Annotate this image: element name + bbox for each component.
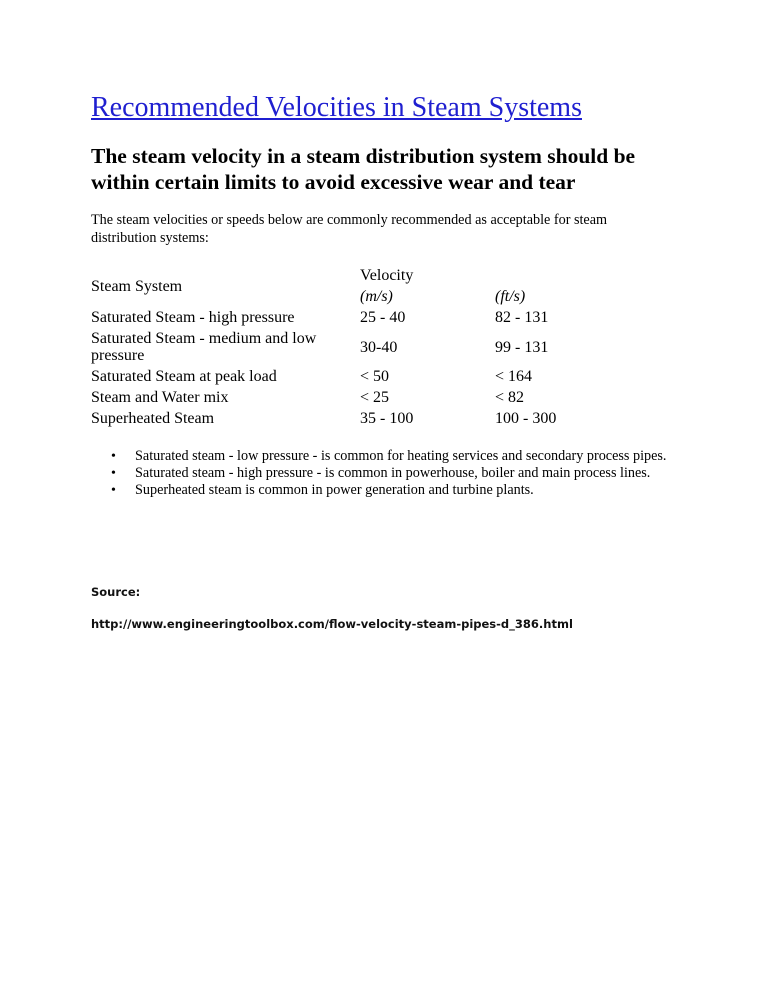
- notes-list: [111, 448, 675, 499]
- list-item: [111, 465, 675, 482]
- list-item-text: Saturated steam - high pressure - is common in powerhouse, boiler and main process lines.: [135, 465, 651, 481]
- source-label: Source:: [91, 585, 141, 599]
- bullet-icon: •: [111, 483, 116, 498]
- table-row-ms: 30-40: [360, 339, 398, 356]
- header-steam-system: Steam System: [91, 278, 183, 295]
- table-row-system: Saturated Steam at peak load: [91, 368, 277, 385]
- page-title[interactable]: Recommended Velocities in Steam Systems: [91, 92, 582, 123]
- table-row-ms: 25 - 40: [360, 309, 406, 326]
- table-row-ms: < 50: [360, 368, 390, 385]
- list-item: [111, 448, 675, 465]
- intro-paragraph: The steam velocities or speeds below are commonly recommended as acceptable for steam distribution systems:: [91, 212, 608, 246]
- source-url-link[interactable]: http://www.engineeringtoolbox.com/flow-velocity-steam-pipes-d_386.html: [91, 617, 573, 631]
- table-row-system: Saturated Steam - high pressure: [91, 309, 295, 326]
- header-unit-fts: (ft/s): [495, 288, 526, 305]
- page-subtitle: The steam velocity in a steam distribution system should be within certain limits to avoid excessive wear and tear: [91, 144, 636, 194]
- table-row-ms: < 25: [360, 389, 390, 406]
- list-item-text: Superheated steam is common in power generation and turbine plants.: [135, 482, 534, 498]
- table-row-ms: 35 - 100: [360, 410, 414, 427]
- bullet-icon: •: [111, 449, 116, 464]
- table-row-fts: < 82: [495, 389, 525, 406]
- table-row-system: Superheated Steam: [91, 410, 215, 427]
- table-row-fts: 99 - 131: [495, 339, 549, 356]
- table-row-fts: < 164: [495, 368, 533, 385]
- table-row-system: Steam and Water mix: [91, 389, 229, 406]
- header-velocity: Velocity: [360, 267, 414, 284]
- table-row-system: Saturated Steam - medium and low pressure: [91, 330, 317, 364]
- bullet-icon: •: [111, 466, 116, 481]
- list-item-text: Saturated steam - low pressure - is common for heating services and secondary process pipes.: [135, 448, 667, 464]
- table-row-fts: 100 - 300: [495, 410, 557, 427]
- header-unit-ms: (m/s): [360, 288, 393, 305]
- table-row-fts: 82 - 131: [495, 309, 549, 326]
- list-item: [111, 482, 675, 499]
